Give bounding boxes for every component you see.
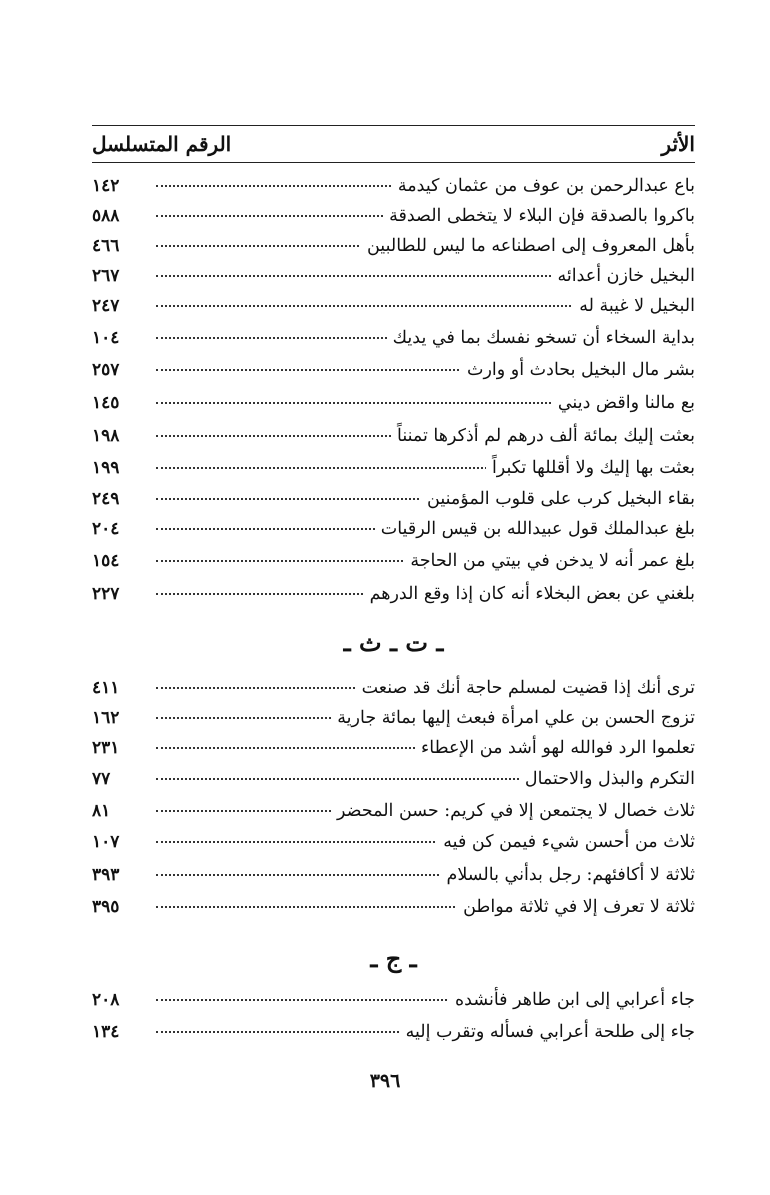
table-header — [92, 128, 695, 162]
entry-text: ثلاثة لا تعرف إلا في ثلاثة مواطن — [457, 892, 695, 922]
index-entry — [92, 514, 695, 544]
entry-number: ١٩٩ — [92, 458, 120, 478]
index-entry — [92, 421, 695, 451]
index-entry — [92, 323, 695, 353]
entry-text: البخيل لا غيبة له — [573, 291, 695, 321]
entry-number: ٧٧ — [92, 769, 111, 789]
entry-number: ٢٤٩ — [92, 489, 120, 509]
entry-text: بأهل المعروف إلى اصطناعه ما ليس للطالبين — [361, 231, 695, 261]
index-entry — [92, 579, 695, 609]
entry-text: بعثت إليك بمائة ألف درهم لم أذكرها تمنناً — [391, 421, 695, 451]
entry-text: تعلموا الرد فوالله لهو أشد من الإعطاء — [415, 733, 695, 763]
entry-text: ترى أنك إذا قضيت لمسلم حاجة أنك قد صنعت — [356, 673, 695, 703]
entry-text: بلغني عن بعض البخلاء أنه كان إذا وقع الدرهم — [364, 579, 695, 609]
entry-text: بعثت بها إليك ولا أقللها تكبراً — [486, 453, 695, 483]
entry-number: ٤١١ — [92, 678, 120, 698]
entry-number: ٣٩٣ — [92, 865, 120, 885]
index-entry — [92, 261, 695, 291]
athar-column-heading: الأثر — [661, 132, 695, 156]
entry-text: ثلاث من أحسن شيء فيمن كن فيه — [437, 827, 695, 857]
section-heading-ta-tha: ـ ت ـ ث ـ — [343, 628, 444, 657]
entry-text: البخيل خازن أعدائه — [552, 261, 696, 291]
entry-number: ٢٥٧ — [92, 360, 120, 380]
entry-text: جاء أعرابي إلى ابن طاهر فأنشده — [449, 985, 695, 1015]
index-entry — [92, 796, 695, 826]
entry-number: ٢٤٧ — [92, 296, 120, 316]
index-entry — [92, 860, 695, 890]
entry-number: ٤٦٦ — [92, 236, 120, 256]
entry-number: ١٦٢ — [92, 708, 120, 728]
index-entry — [92, 673, 695, 703]
index-entry — [92, 1017, 695, 1047]
entry-text: التكرم والبذل والاحتمال — [519, 764, 695, 794]
index-entry — [92, 171, 695, 201]
entry-number: ٢٠٤ — [92, 519, 120, 539]
entry-number: ١٠٤ — [92, 328, 120, 348]
entry-number: ١٤٢ — [92, 176, 120, 196]
entry-number: ١٤٥ — [92, 393, 120, 413]
entry-number: ٢٣١ — [92, 738, 120, 758]
index-entry — [92, 291, 695, 321]
entry-text: بداية السخاء أن تسخو نفسك بما في يديك — [387, 323, 695, 353]
entry-text: جاء إلى طلحة أعرابي فسأله وتقرب إليه — [400, 1017, 695, 1047]
entry-number: ٥٨٨ — [92, 206, 120, 226]
index-entry — [92, 892, 695, 922]
entry-number: ٨١ — [92, 801, 111, 821]
entry-number: ٢٢٧ — [92, 584, 120, 604]
entry-text: بشر مال البخيل بحادث أو وارث — [461, 355, 695, 385]
entry-text: بلغ عمر أنه لا يدخن في بيتي من الحاجة — [404, 546, 695, 576]
index-entry — [92, 703, 695, 733]
index-entry — [92, 546, 695, 576]
section-heading-jim: ـ ج ـ — [370, 944, 417, 973]
index-entry — [92, 388, 695, 418]
entry-number: ٣٩٥ — [92, 897, 120, 917]
page-number: ٣٩٦ — [369, 1070, 401, 1092]
index-entry — [92, 484, 695, 514]
index-entry — [92, 231, 695, 261]
index-entry — [92, 985, 695, 1015]
index-entry — [92, 453, 695, 483]
entry-text: باع عبدالرحمن بن عوف من عثمان كيدمة — [392, 171, 695, 201]
top-rule — [92, 125, 695, 126]
index-entry — [92, 201, 695, 231]
entry-text: باكروا بالصدقة فإن البلاء لا يتخطى الصدقة — [383, 201, 695, 231]
index-entry — [92, 827, 695, 857]
entry-number: ٢٦٧ — [92, 266, 120, 286]
entry-number: ٢٠٨ — [92, 990, 120, 1010]
entry-text: ثلاث خصال لا يجتمعن إلا في كريم: حسن المحضر — [331, 796, 695, 826]
entry-text: بلغ عبدالملك قول عبيدالله بن قيس الرقيات — [375, 514, 695, 544]
entry-number: ١٩٨ — [92, 426, 120, 446]
entry-text: ثلاثة لا أكافئهم: رجل بدأني بالسلام — [441, 860, 695, 890]
entry-number: ١٣٤ — [92, 1022, 120, 1042]
index-entry — [92, 764, 695, 794]
serial-number-column-heading: الرقم المتسلسل — [92, 132, 232, 156]
entry-text: بقاء البخيل كرب على قلوب المؤمنين — [421, 484, 695, 514]
entry-text: تزوج الحسن بن علي امرأة فبعث إليها بمائة جارية — [331, 703, 695, 733]
entry-text: بع مالنا واقض ديني — [552, 388, 695, 418]
index-entry — [92, 355, 695, 385]
index-entry — [92, 733, 695, 763]
header-rule — [92, 162, 695, 163]
entry-number: ١٠٧ — [92, 832, 120, 852]
entry-number: ١٥٤ — [92, 551, 120, 571]
